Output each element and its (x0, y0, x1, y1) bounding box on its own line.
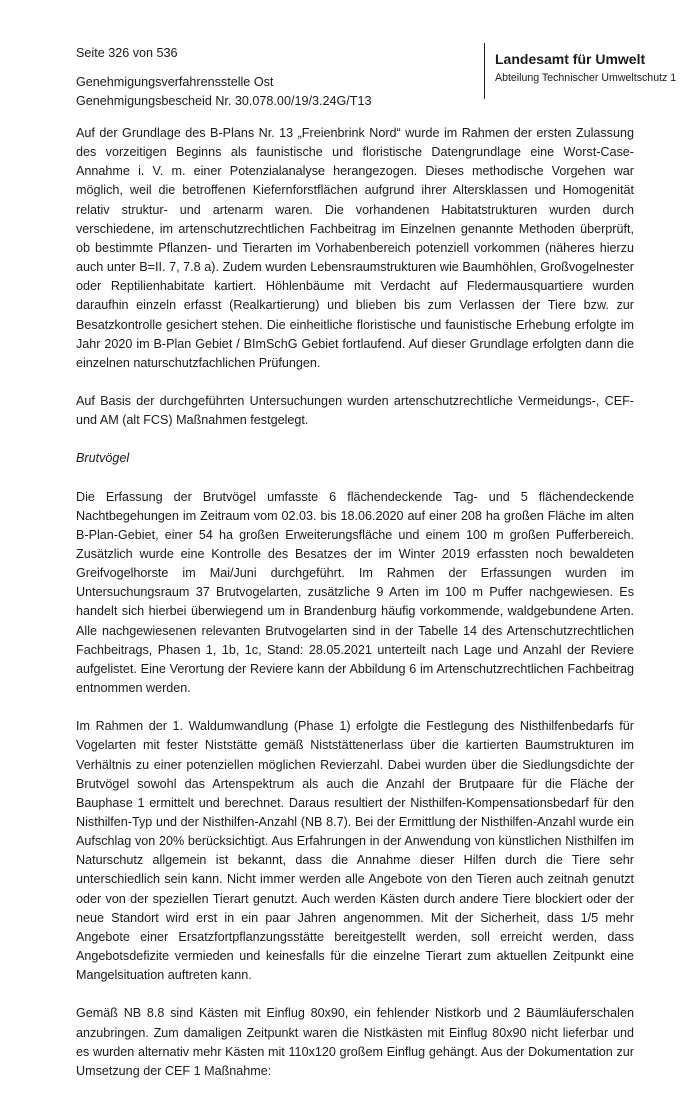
page-number: Seite 326 von 536 (76, 46, 178, 60)
paragraph-4: Im Rahmen der 1. Waldumwandlung (Phase 1) erfolgte die Festlegung des Nisthilfenbedarfs für Vogelarten mit fester Niststätte gemäß Niststättenerlass über die kartierten Baumstrukturen im Verhältnis zu einer potenziellen möglichen Revierzahl. Dabei wurden über die Siedlungsdichte der Brutvögel sowohl das Artenspektrum als auch die Anzahl der Brutpaare für die Fläche der Bauphase 1 ermittelt und berechnet. Daraus resultiert der Nisthilfen-Kompensationsbedarf für den Nisthilfen-Typ und der Nisthilfen-Anzahl (NB 8.7). Bei der Ermittlung der Nisthilfen-Anzahl wurde ein Aufschlag von 20% berücksichtigt. Aus Erfahrungen in der Anwendung von künstlichen Nisthilfen im Naturschutz allgemein ist bekannt, dass die Annahme dieser Hilfen durch die Tiere sehr unterschiedlich sein kann. Nicht immer werden alle Angebote von den Tieren auch zeitnah genutzt oder von der speziellen Tierart genutzt. Auch werden Kästen durch andere Tiere blockiert oder der neue Standort wird erst in ein paar Jahren angenommen. Mit der Sicherheit, dass 1/5 mehr Angebote einer Ersatzfortpflanzungsstätte bereitgestellt werden, soll erreicht werden, dass Angebotsdefizite vermieden und keinesfalls für die einzelne Tierart zum aktuellen Zeitpunkt eine Mangelsituation auftreten kann. (76, 719, 634, 983)
authority-name: Landesamt für Umwelt (495, 51, 646, 67)
authority-block (484, 43, 684, 99)
paragraph-3: Die Erfassung der Brutvögel umfasste 6 flächendeckende Tag- und 5 flächendeckende Nachtbegehungen im Zeitraum vom 02.03. bis 18.06.2020 auf einer 208 ha großen Fläche im alten B-Plan-Gebiet, einer 54 ha großen Erweiterungsfläche und einem 100 m großen Pufferbereich. Zusätzlich wurde eine Kontrolle des Besatzes der im Winter 2019 erfassten noch bewaldeten Greifvogelhorste im Mai/Juni durchgeführt. Im Rahmen der Erfassungen wurden im Untersuchungsraum 37 Brutvogelarten, zusätzliche 9 Arten im 100 m Puffer nachgewiesen. Es handelt sich hierbei überwiegend um in Brandenburg häufig vorkommende, waldgebundene Arten. Alle nachgewiesenen relevanten Brutvogelarten sind in der Tabelle 14 des Artenschutzrechtlichen Fachbeitrags, Phasen 1, 1b, 1c, Stand: 28.05.2021 unterteilt nach Lage und Anzahl der Reviere aufgelistet. Eine Verortung der Reviere kann der Abbildung 6 im Artenschutzrechtlichen Fachbeitrag entnommen werden. (76, 489, 634, 696)
body-text (76, 124, 634, 1100)
page-header-left (76, 44, 371, 111)
paragraph-5: Gemäß NB 8.8 sind Kästen mit Einflug 80x90, ein fehlender Nistkorb und 2 Bäumläuferschalen anzubringen. Zum damaligen Zeitpunkt waren die Nistkästen mit Einflug 80x90 nicht lieferbar und es wurden alternativ mehr Kästen mit 110x120 großem Einflug gehängt. Aus der Dokumentation zur Umsetzung der CEF 1 Maßnahme: (76, 1006, 634, 1078)
section-heading: Brutvögel (76, 451, 130, 466)
paragraph-2: Auf Basis der durchgeführten Untersuchungen wurden artenschutzrechtliche Vermeidungs-, CEF- und AM (alt FCS) Maßnahmen festgelegt. (76, 394, 634, 428)
paragraph-1: Auf der Grundlage des B-Plans Nr. 13 „Freienbrink Nord“ wurde im Rahmen der ersten Zulassung des vorzeitigen Beginns als faunistische und floristische Datengrundlage eine Worst-Case-Annahme i. V. m. einer Potenzialanalyse herangezogen. Dieses methodische Vorgehen war möglich, weil die betroffenen Kiefernforstflächen aufgrund ihrer Altersklassen und Homogenität relativ struktur- und artenarm waren. Die vorhandenen Habitatstrukturen wurden durch verschiedene, im artenschutzrechtlichen Fachbeitrag im Einzelnen genannte Methoden überprüft, ob bestimmte Pflanzen- und Tierarten im Vorhabenbereich potenziell vorkommen (näheres hierzu auch unter B=II. 7, 7.8 a). Zudem wurden Lebensraumstrukturen wie Baumhöhlen, Großvogelnester oder Reptilienhabitate kartiert. Höhlenbäume mit Verdacht auf Fledermausquartiere wurden daraufhin einzeln erfasst (Realkartierung) und blieben bis zum Verlassen der Tiere bzw. zur Besatzkontrolle gesichert stehen. Die einheitliche floristische und faunistische Erhebung erfolgte im Jahr 2020 im B-Plan Gebiet / BImSchG Gebiet fortlaufend. Auf dieser Grundlage erfolgten dann die einzelnen naturschutzfachlichen Prüfungen. (76, 126, 634, 370)
department-name: Abteilung Technischer Umweltschutz 1 (495, 72, 677, 84)
permit-reference: Genehmigungsbescheid Nr. 30.078.00/19/3.24G/T13 (76, 94, 372, 108)
office-name: Genehmigungsverfahrensstelle Ost (76, 75, 274, 89)
